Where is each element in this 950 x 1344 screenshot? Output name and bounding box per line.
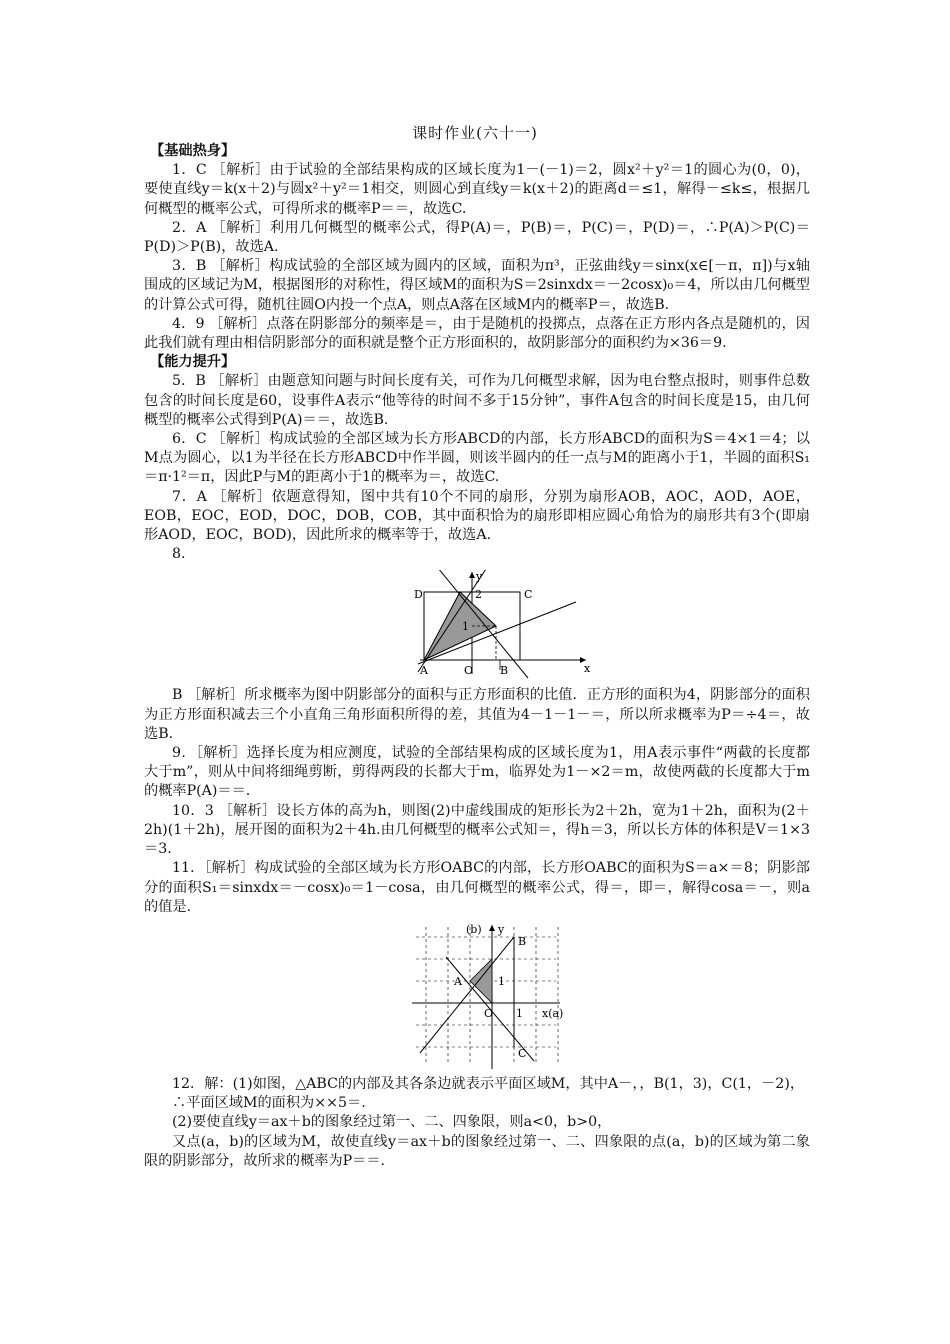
answer-8-number: 8. xyxy=(172,546,186,563)
answer-6: 6．C ［解析］构成试验的全部区域为长方形ABCD的内部，长方形ABCD的面积为S＝4×1＝4；以M点为圆心，以1为半径在长方形ABCD中作半圆，则该半圆内的任一点与M的距离小于1，半圆的面积S₁＝π·1²＝π，因此P与M的距离小于1的概率为＝，故选C. xyxy=(144,431,810,486)
section-heading-basic: 【基础热身】 xyxy=(150,143,236,159)
answer-12-part1: 12．解：(1)如图，△ABC的内部及其各条边就表示平面区域M，其中A－，，B(1，3)，C(1，－2)， xyxy=(172,1075,805,1092)
label-2: 2 xyxy=(475,588,482,602)
answer-12-part2: ∴平面区域M的面积为××5＝. xyxy=(172,1095,366,1112)
y-axis-arrow xyxy=(469,572,475,578)
answer-5: 5．B ［解析］由题意知问题与时间长度有关，可作为几何概型求解，因为电台整点报时，则事件总数包含的时间长度是60，设事件A表示“他等待的时间不多于15分钟”，事件A包含的时间长度是15，由几何概型的概率公式得到P(A)＝＝，故选B. xyxy=(144,373,810,428)
label-O: O xyxy=(464,664,474,678)
answer-1: 1．C ［解析］由于试验的全部结果构成的区域长度为1－(－1)＝2，圆x²＋y²＝1的圆心为(0，0)，要使直线y＝k(x＋2)与圆x²＋y²＝1相交，则圆心到直线y＝k(x＋2)的距离d＝≤1，解得－≤k≤，根据几何概型的概率公式，可得所求的概率P＝＝，故选C. xyxy=(144,162,810,217)
figure-2-svg xyxy=(406,923,566,1071)
label-A: A xyxy=(420,664,428,678)
label-C2: C xyxy=(518,1046,527,1060)
label-D: D xyxy=(414,588,423,602)
answer-8: B ［解析］所求概率为图中阴影部分的面积与正方形面积的比值．正方形的面积为4，阴影部分的面积为正方形面积减去三个小直角三角形面积所得的差，其值为4－1－1－＝，所以所求概率为P＝÷4＝，故选B. xyxy=(144,687,810,742)
document-body xyxy=(144,142,810,1171)
line-AB xyxy=(420,937,514,1053)
label-O2: O xyxy=(484,1006,494,1020)
answer-4: 4．9 ［解析］点落在阴影部分的频率是＝，由于是随机的投掷点，点落在正方形内各点是随机的，因此我们就有理由相信阴影部分的面积就是整个正方形面积的，故阴影部分的面积约为×36＝9. xyxy=(144,315,810,352)
shaded-region xyxy=(470,959,492,1003)
label-x2: x(a) xyxy=(542,1006,564,1020)
label-1x: 1 xyxy=(516,1006,523,1020)
label-y2: y xyxy=(498,922,505,936)
answer-3: 3．B ［解析］构成试验的全部区域为圆内的区域，面积为π³，正弦曲线y＝sinx(x∈[－π，π])与x轴围成的区域记为M，根据图形的对称性，得区域M的面积为S＝2sinxdx＝－2cosx)₀＝4，所以由几何概型的计算公式可得，随机往圆O内投一个点A，则点A落在区域M内的概率P＝，故选B. xyxy=(144,258,810,313)
answer-9: 9．［解析］选择长度为相应测度，试验的全部结果构成的区域长度为1，用A表示事件“两截的长度都大于m”，则从中间将细绳剪断，剪得两段的长都大于m，临界处为1－×2＝m，故使两截的长度都大于m的概率P(A)＝＝. xyxy=(144,745,810,800)
answer-12-part3: (2)要使直线y＝ax＋b的图象经过第一、二、四象限，则a<0，b>0， xyxy=(172,1114,612,1131)
label-1: 1 xyxy=(462,620,469,634)
label-x: x xyxy=(584,662,591,676)
label-A2: A xyxy=(454,974,462,988)
label-C: C xyxy=(524,588,533,602)
figure-square-triangle xyxy=(400,570,600,680)
figure-grid-region xyxy=(406,923,566,1071)
label-b: (b) xyxy=(466,922,482,936)
label-1y: 1 xyxy=(498,974,505,988)
page-title: 课时作业(六十一) xyxy=(412,124,538,142)
label-y: y xyxy=(476,570,483,584)
label-B: B xyxy=(500,664,509,678)
answer-11: 11．［解析］构成试验的全部区域为长方形OABC的内部，长方形OABC的面积为S＝a×＝8；阴影部分的面积S₁＝sinxdx＝－cosx)₀＝1－cosa，由几何概型的概率公式，得＝，即＝，解得cosa＝－，则a的值是. xyxy=(144,860,810,915)
figure-1-svg xyxy=(400,570,600,680)
b-axis-arrow xyxy=(489,925,495,931)
answer-2: 2．A ［解析］利用几何概型的概率公式，得P(A)＝，P(B)＝，P(C)＝，P(D)＝，∴P(A)＞P(C)＝P(D)＞P(B)，故选A. xyxy=(144,219,810,256)
answer-10: 10．3 ［解析］设长方体的高为h，则图(2)中虚线围成的矩形长为2＋2h，宽为1＋2h，面积为(2＋2h)(1＋2h)，展开图的面积为2＋4h.由几何概型的概率公式知＝，得h＝3，所以长方体的体积是V＝1×3＝3. xyxy=(144,802,810,858)
answer-12-part4: 又点(a，b)的区域为M，故使直线y＝ax＋b的图象经过第一、二、四象限的点(a，b)的区域为第二象限的阴影部分，故所求的概率为P＝＝. xyxy=(144,1133,810,1169)
label-B2: B xyxy=(518,934,527,948)
section-heading-advanced: 【能力提升】 xyxy=(150,354,236,371)
answer-7: 7．A ［解析］依题意得知，图中共有10个不同的扇形，分别为扇形AOB，AOC，AOD，AOE，EOB，EOC，EOD，DOC，DOB，COB，其中面积恰为的扇形即相应圆心角恰为的扇形共有3个(即扇形AOD，EOC，BOD)，因此所求的概率等于，故选A. xyxy=(144,488,810,544)
